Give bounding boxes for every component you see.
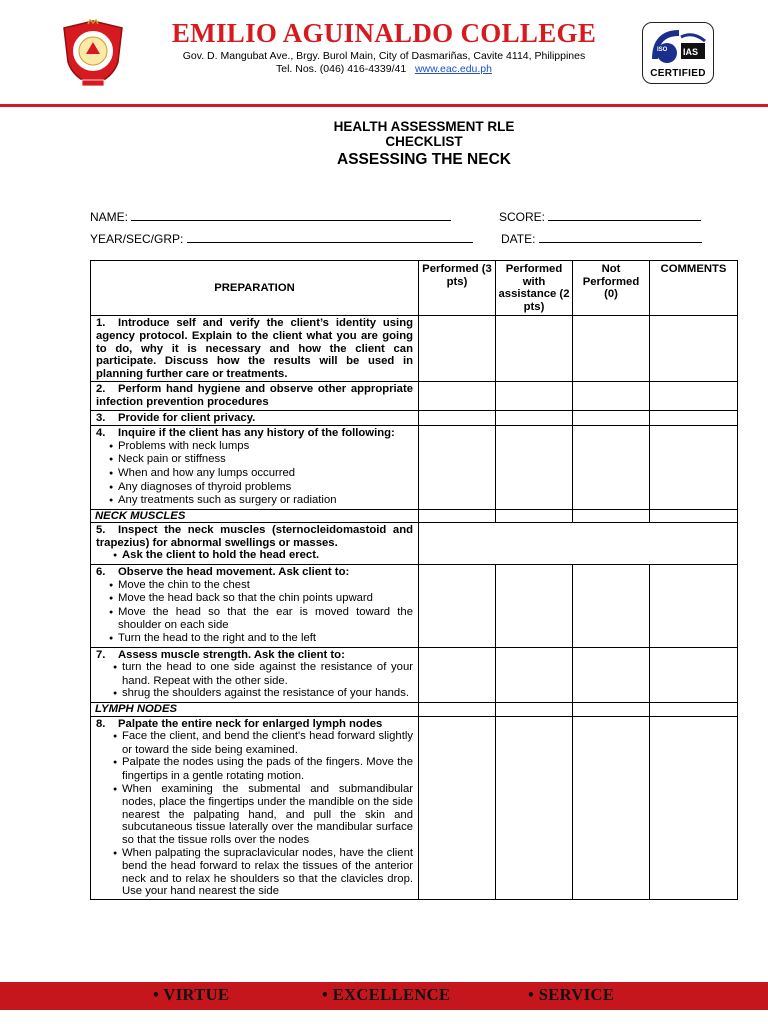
bullet-item: ● When and how any lumps occurred bbox=[96, 467, 413, 481]
table-row bbox=[91, 426, 738, 510]
bullet-item: ● Move the head back so that the chin points upward bbox=[96, 592, 413, 606]
bullet-item: ● Move the chin to the chest bbox=[96, 579, 413, 593]
step-text bbox=[96, 524, 413, 549]
score-cell[interactable] bbox=[419, 509, 496, 523]
college-address bbox=[158, 50, 610, 76]
score-cell[interactable] bbox=[419, 703, 496, 717]
bullet-item: ● When examining the submental and submandibular nodes, place the fingertips under the mandible on the side nearest the palpating hand, and pull the skin and subcutaneous tissue laterally over the mandibular surface so that the tissue rolls over the nodes bbox=[96, 783, 413, 847]
score-cell[interactable] bbox=[419, 316, 496, 382]
ias-label: IAS bbox=[683, 47, 699, 57]
step-text bbox=[96, 566, 413, 579]
footer-banner bbox=[0, 982, 768, 1010]
step-text bbox=[96, 649, 413, 662]
step-cell bbox=[91, 426, 419, 510]
footer-virtue: • VIRTUE bbox=[153, 985, 230, 1004]
checklist-body bbox=[91, 316, 738, 900]
section-heading: LYMPH NODES bbox=[91, 703, 419, 717]
step-description: Introduce self and verify the client’s identity using agency protocol. Explain to the client what you are going to do, why it is necessary and how the client can participate. Discuss how the results will be used in planning further care or treatments. bbox=[96, 317, 413, 380]
score-cell[interactable] bbox=[496, 382, 573, 410]
step-cell bbox=[91, 716, 419, 899]
score-cell[interactable] bbox=[573, 410, 650, 426]
step-cell bbox=[91, 647, 419, 702]
score-cell[interactable] bbox=[419, 382, 496, 410]
table-row bbox=[91, 523, 738, 565]
step-cell bbox=[91, 523, 419, 565]
score-cell[interactable] bbox=[650, 716, 738, 899]
date-field[interactable] bbox=[501, 232, 702, 246]
document-title-line1: HEALTH ASSESSMENT RLE bbox=[333, 119, 515, 134]
step-description: Provide for client privacy. bbox=[118, 411, 256, 424]
step-text bbox=[96, 412, 413, 425]
score-cell[interactable] bbox=[496, 716, 573, 899]
section-row bbox=[91, 509, 738, 523]
table-row bbox=[91, 647, 738, 702]
step-cell bbox=[91, 565, 419, 648]
address-line: Gov. D. Mangubat Ave., Brgy. Burol Main, City of Dasmariñas, Cavite 4114, Philippines bbox=[182, 50, 586, 62]
bullet-item: ● Turn the head to the right and to the left bbox=[96, 632, 413, 646]
score-cell[interactable] bbox=[419, 426, 496, 510]
step-description: Assess muscle strength. Ask the client to: bbox=[118, 648, 345, 661]
score-blank[interactable] bbox=[548, 211, 701, 221]
score-cell[interactable] bbox=[573, 382, 650, 410]
bullet-item: ● Move the head so that the ear is moved toward the shoulder on each side bbox=[96, 606, 413, 632]
score-cell[interactable] bbox=[573, 509, 650, 523]
score-cell[interactable] bbox=[573, 565, 650, 648]
score-cell[interactable] bbox=[650, 382, 738, 410]
score-cell[interactable] bbox=[573, 426, 650, 510]
step-description: Inspect the neck muscles (sternocleidomastoid and trapezius) for abnormal swellings or masses. bbox=[96, 524, 413, 549]
step-description: Inquire if the client has any history of the following: bbox=[118, 427, 395, 440]
section-heading: NECK MUSCLES bbox=[91, 509, 419, 523]
header-performed: Performed (3 pts) bbox=[419, 261, 496, 316]
step-number: 7. bbox=[96, 648, 106, 661]
bullet-item: ● Any diagnoses of thyroid problems bbox=[96, 481, 413, 495]
score-cell[interactable] bbox=[650, 426, 738, 510]
step-cell bbox=[91, 382, 419, 410]
step-cell bbox=[91, 316, 419, 382]
step-description: Palpate the entire neck for enlarged lymph nodes bbox=[118, 717, 383, 730]
score-cell[interactable] bbox=[496, 509, 573, 523]
step-cell bbox=[91, 410, 419, 426]
bullet-item: ● Palpate the nodes using the pads of the fingers. Move the fingertips in a gentle rotating motion. bbox=[96, 756, 413, 782]
score-cell[interactable] bbox=[573, 716, 650, 899]
footer-excellence: • EXCELLENCE bbox=[322, 985, 451, 1004]
checklist-table bbox=[90, 260, 738, 900]
score-cell[interactable] bbox=[573, 647, 650, 702]
header-preparation: PREPARATION bbox=[91, 261, 419, 316]
bullet-item: ● Neck pain or stiffness bbox=[96, 453, 413, 467]
document-subtitle: ASSESSING THE NECK bbox=[337, 151, 511, 168]
step-text bbox=[96, 718, 413, 731]
step-number: 6. bbox=[96, 566, 106, 579]
score-cell[interactable] bbox=[496, 647, 573, 702]
step-description: Observe the head movement. Ask client to: bbox=[118, 566, 350, 579]
college-name: EMILIO AGUINALDO COLLEGE bbox=[171, 18, 597, 48]
college-seal-icon bbox=[58, 18, 128, 88]
score-field[interactable] bbox=[499, 210, 701, 224]
bullet-item: ● Any treatments such as surgery or radiation bbox=[96, 494, 413, 508]
step-text bbox=[96, 383, 413, 408]
bullet-item: ● Problems with neck lumps bbox=[96, 440, 413, 454]
name-field[interactable] bbox=[90, 210, 451, 224]
merged-score-cell[interactable] bbox=[419, 523, 738, 565]
header-divider bbox=[0, 104, 768, 107]
header-not-performed: Not Performed (0) bbox=[573, 261, 650, 316]
table-header-row bbox=[91, 261, 738, 316]
score-cell[interactable] bbox=[650, 509, 738, 523]
score-cell[interactable] bbox=[650, 703, 738, 717]
iso-label: ISO bbox=[657, 47, 668, 53]
phone-numbers: Tel. Nos. (046) 416-4339/41 bbox=[276, 63, 407, 75]
table-row bbox=[91, 410, 738, 426]
score-cell[interactable] bbox=[496, 410, 573, 426]
bullet-item: ● Face the client, and bend the client's head forward slightly or toward the side being examined. bbox=[96, 730, 413, 756]
step-number: 8. bbox=[96, 717, 106, 730]
step-number: 3. bbox=[96, 411, 106, 424]
date-blank[interactable] bbox=[539, 233, 702, 243]
bullet-item: ● Ask the client to hold the head erect. bbox=[96, 549, 413, 563]
step-number: 2. bbox=[96, 383, 106, 396]
document-title-line2: CHECKLIST bbox=[385, 134, 463, 149]
score-cell[interactable] bbox=[496, 703, 573, 717]
score-cell[interactable] bbox=[573, 316, 650, 382]
score-cell[interactable] bbox=[419, 647, 496, 702]
year-sec-grp-blank[interactable] bbox=[187, 233, 473, 243]
website-link[interactable]: www.eac.edu.ph bbox=[414, 63, 492, 75]
year-sec-grp-label: YEAR/SEC/GRP: bbox=[90, 232, 184, 246]
score-cell[interactable] bbox=[650, 410, 738, 426]
score-cell[interactable] bbox=[496, 316, 573, 382]
score-cell[interactable] bbox=[573, 703, 650, 717]
name-label: NAME: bbox=[90, 210, 129, 224]
section-row bbox=[91, 703, 738, 717]
step-description: Perform hand hygiene and observe other appropriate infection prevention procedures bbox=[96, 383, 413, 408]
score-cell[interactable] bbox=[419, 716, 496, 899]
date-label: DATE: bbox=[501, 232, 536, 246]
table-row bbox=[91, 316, 738, 382]
certification-badge bbox=[642, 22, 714, 84]
header-performed-with-assistance: Performed with assistance (2 pts) bbox=[496, 261, 573, 316]
header-comments: COMMENTS bbox=[650, 261, 738, 316]
score-cell[interactable] bbox=[419, 410, 496, 426]
bullet-item: ● When palpating the supraclavicular nodes, have the client bend the head forward to relax the tissues of the anterior neck and to relax he shoulders so that the clavicles drop. Use your hand nearest the side bbox=[96, 847, 413, 898]
step-number: 5. bbox=[96, 524, 106, 537]
score-cell[interactable] bbox=[650, 565, 738, 648]
step-number: 1. bbox=[96, 317, 106, 330]
step-text bbox=[96, 317, 413, 380]
contact-line bbox=[158, 63, 610, 76]
table-row bbox=[91, 382, 738, 410]
score-cell[interactable] bbox=[496, 565, 573, 648]
table-row bbox=[91, 565, 738, 648]
table-row bbox=[91, 716, 738, 899]
letterhead bbox=[0, 0, 768, 108]
step-text bbox=[96, 427, 413, 440]
footer-service: • SERVICE bbox=[528, 985, 615, 1004]
bullet-item: ● turn the head to one side against the resistance of your hand. Repeat with the other side. bbox=[96, 661, 413, 687]
step-number: 4. bbox=[96, 427, 106, 440]
score-cell[interactable] bbox=[650, 316, 738, 382]
bullet-item: ● shrug the shoulders against the resistance of your hands. bbox=[96, 687, 413, 701]
score-cell[interactable] bbox=[419, 565, 496, 648]
year-sec-grp-field[interactable] bbox=[90, 232, 473, 246]
score-cell[interactable] bbox=[650, 647, 738, 702]
name-blank[interactable] bbox=[131, 211, 451, 221]
certified-label: CERTIFIED bbox=[650, 68, 706, 79]
score-cell[interactable] bbox=[496, 426, 573, 510]
score-label: SCORE: bbox=[499, 210, 546, 224]
